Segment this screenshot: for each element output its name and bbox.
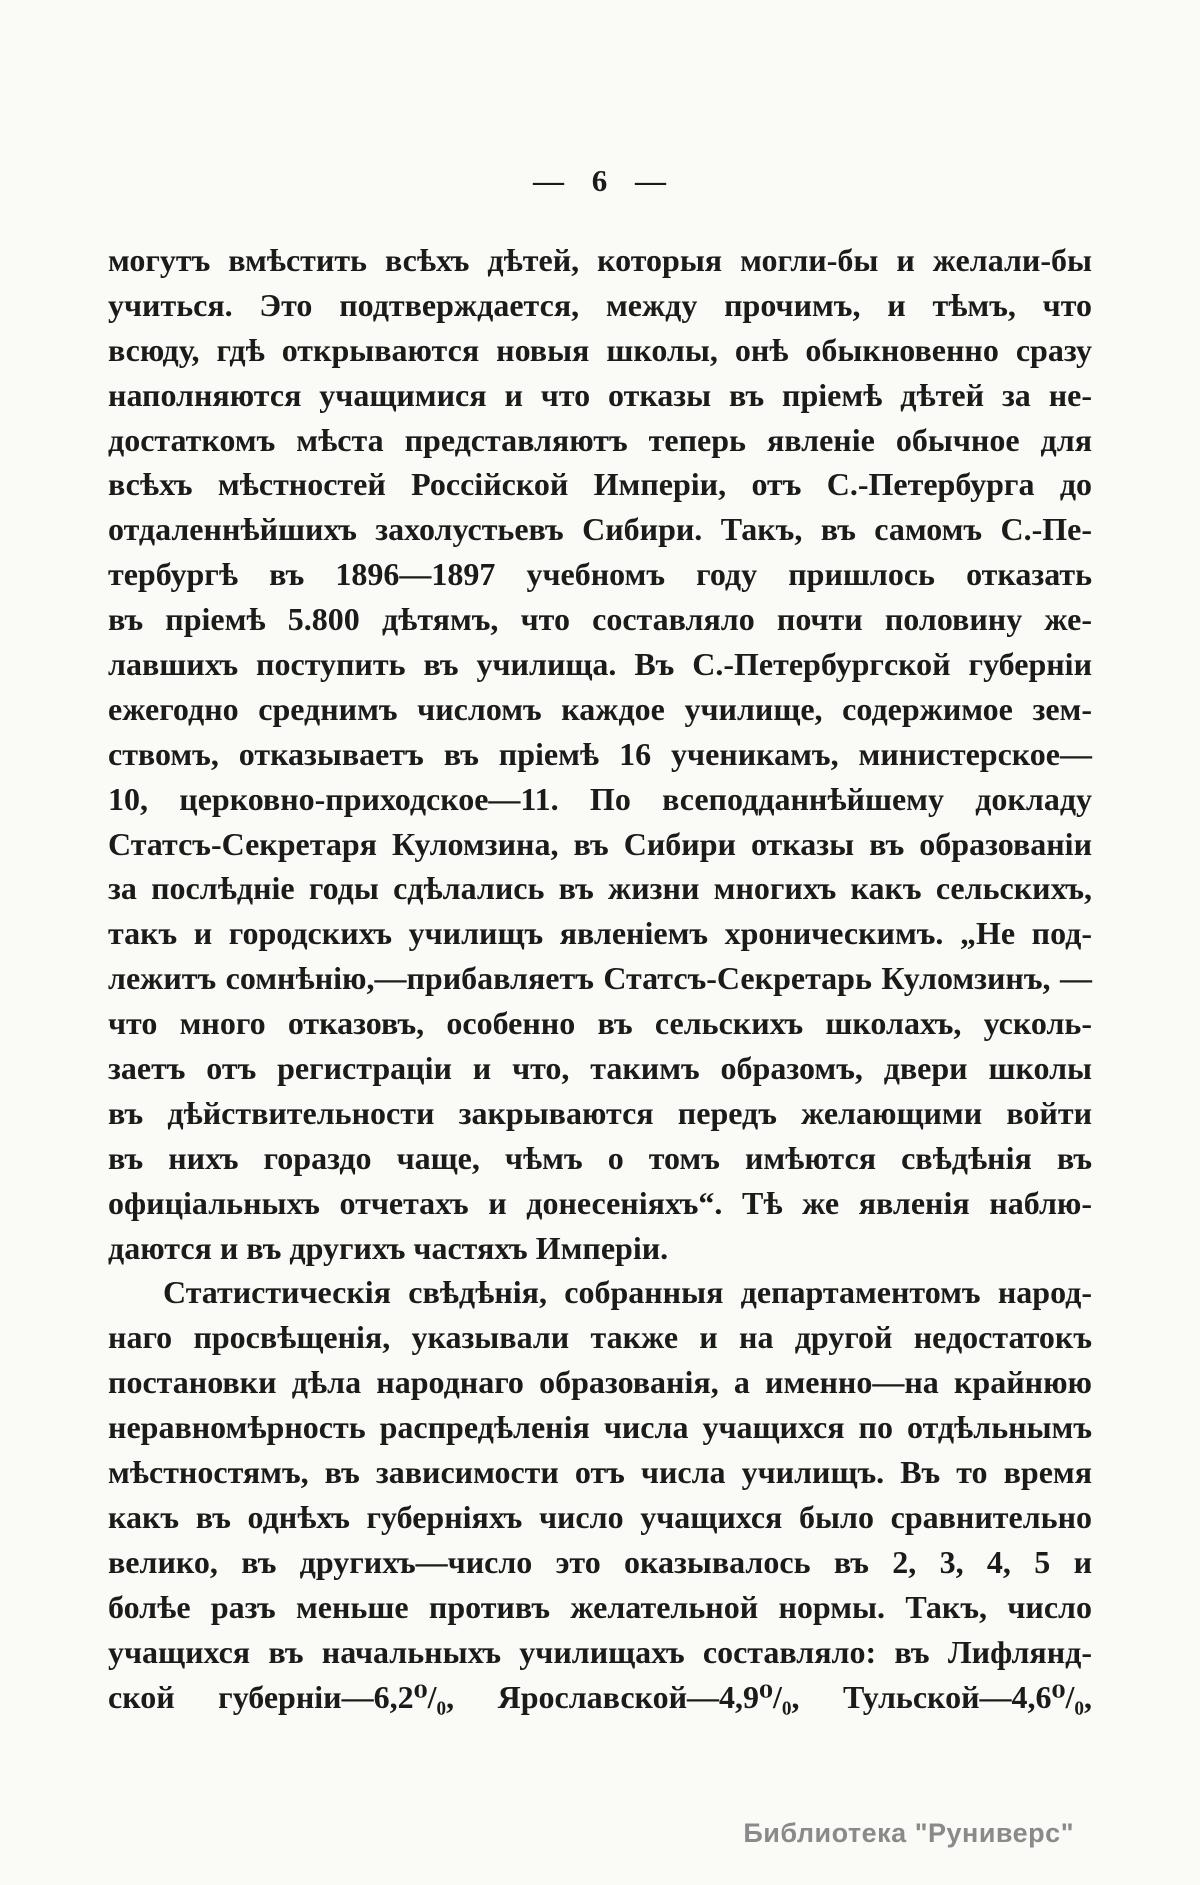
- text-line: отдаленнѣйшихъ захолустьевъ Сибири. Такъ, въ самомъ С.-Пе-: [108, 511, 1092, 548]
- text-line: Статистическія свѣдѣнія, собранныя департаментомъ народ-: [163, 1274, 1092, 1311]
- text-line: Статсъ-Секретаря Куломзина, въ Сибири отказы въ образованіи: [108, 825, 1092, 862]
- library-watermark: Библиотека "Руниверс": [743, 1818, 1074, 1848]
- text-line: лежитъ сомнѣнію,—прибавляетъ Статсъ-Секретарь Куломзинъ, —: [108, 960, 1092, 997]
- text-line: наго просвѣщенія, указывали также и на другой недостатокъ: [108, 1319, 1092, 1356]
- text-line: заетъ отъ регистраціи и что, такимъ образомъ, двери школы: [108, 1050, 1092, 1087]
- page-number: — 6 —: [533, 163, 667, 198]
- page-text: [108, 238, 1092, 1719]
- text-line: ской губерніи—6,2⁰/₀, Ярославской—4,9⁰/₀, Тульской—4,6⁰/₀,: [108, 1678, 1092, 1715]
- text-line: велико, въ другихъ—число это оказывалось въ 2, 3, 4, 5 и: [108, 1543, 1092, 1580]
- text-line: мѣстностямъ, въ зависимости отъ числа училищъ. Въ то время: [108, 1454, 1092, 1491]
- text-line: тербургѣ въ 1896—1897 учебномъ году пришлось отказать: [108, 556, 1092, 593]
- text-line: какъ въ однѣхъ губерніяхъ число учащихся было сравнительно: [108, 1498, 1092, 1535]
- text-line: достаткомъ мѣста представляютъ теперь явленіе обычное для: [108, 421, 1092, 458]
- text-line: въ дѣйствительности закрываются передъ желающими войти: [108, 1094, 1092, 1131]
- text-line: офиціальныхъ отчетахъ и донесеніяхъ“. Тѣ же явленія наблю-: [108, 1184, 1092, 1221]
- text-line: даются и въ другихъ частяхъ Имперіи.: [108, 1229, 669, 1266]
- text-line: ствомъ, отказываетъ въ пріемѣ 16 ученикамъ, министерское—: [108, 735, 1092, 772]
- text-line: всѣхъ мѣстностей Россійской Имперіи, отъ С.-Петербурга до: [108, 466, 1092, 503]
- text-line: 10, церковно-приходское—11. По всеподданнѣйшему докладу: [108, 780, 1092, 817]
- text-line: что много отказовъ, особенно въ сельскихъ школахъ, усколь-: [108, 1005, 1092, 1042]
- text-line: неравномѣрность распредѣленія числа учащихся по отдѣльнымъ: [108, 1409, 1092, 1446]
- text-line: ежегодно среднимъ числомъ каждое училище, содержимое зем-: [108, 690, 1092, 727]
- text-line: болѣе разъ меньше противъ желательной нормы. Такъ, число: [108, 1588, 1092, 1625]
- text-line: въ пріемѣ 5.800 дѣтямъ, что составляло почти половину же-: [108, 601, 1092, 638]
- text-line: лавшихъ поступить въ училища. Въ С.-Петербургской губерніи: [108, 646, 1092, 683]
- text-line: за послѣдніе годы сдѣлались въ жизни многихъ какъ сельскихъ,: [108, 870, 1092, 907]
- text-line: всюду, гдѣ открываются новыя школы, онѣ обыкновенно сразу: [108, 331, 1092, 368]
- text-line: постановки дѣла народнаго образованія, а именно—на крайнюю: [108, 1364, 1092, 1401]
- text-line: въ нихъ гораздо чаще, чѣмъ о томъ имѣются свѣдѣнія въ: [108, 1139, 1092, 1176]
- text-line: учащихся въ начальныхъ училищахъ составляло: въ Лифлянд-: [108, 1633, 1092, 1670]
- text-line: такъ и городскихъ училищъ явленіемъ хроническимъ. „Не под-: [108, 915, 1092, 952]
- text-line: могутъ вмѣстить всѣхъ дѣтей, которыя могли-бы и желали-бы: [108, 242, 1092, 278]
- text-line: наполняются учащимися и что отказы въ пріемѣ дѣтей за не-: [108, 376, 1092, 413]
- text-line: учиться. Это подтверждается, между прочимъ, и тѣмъ, что: [108, 286, 1092, 323]
